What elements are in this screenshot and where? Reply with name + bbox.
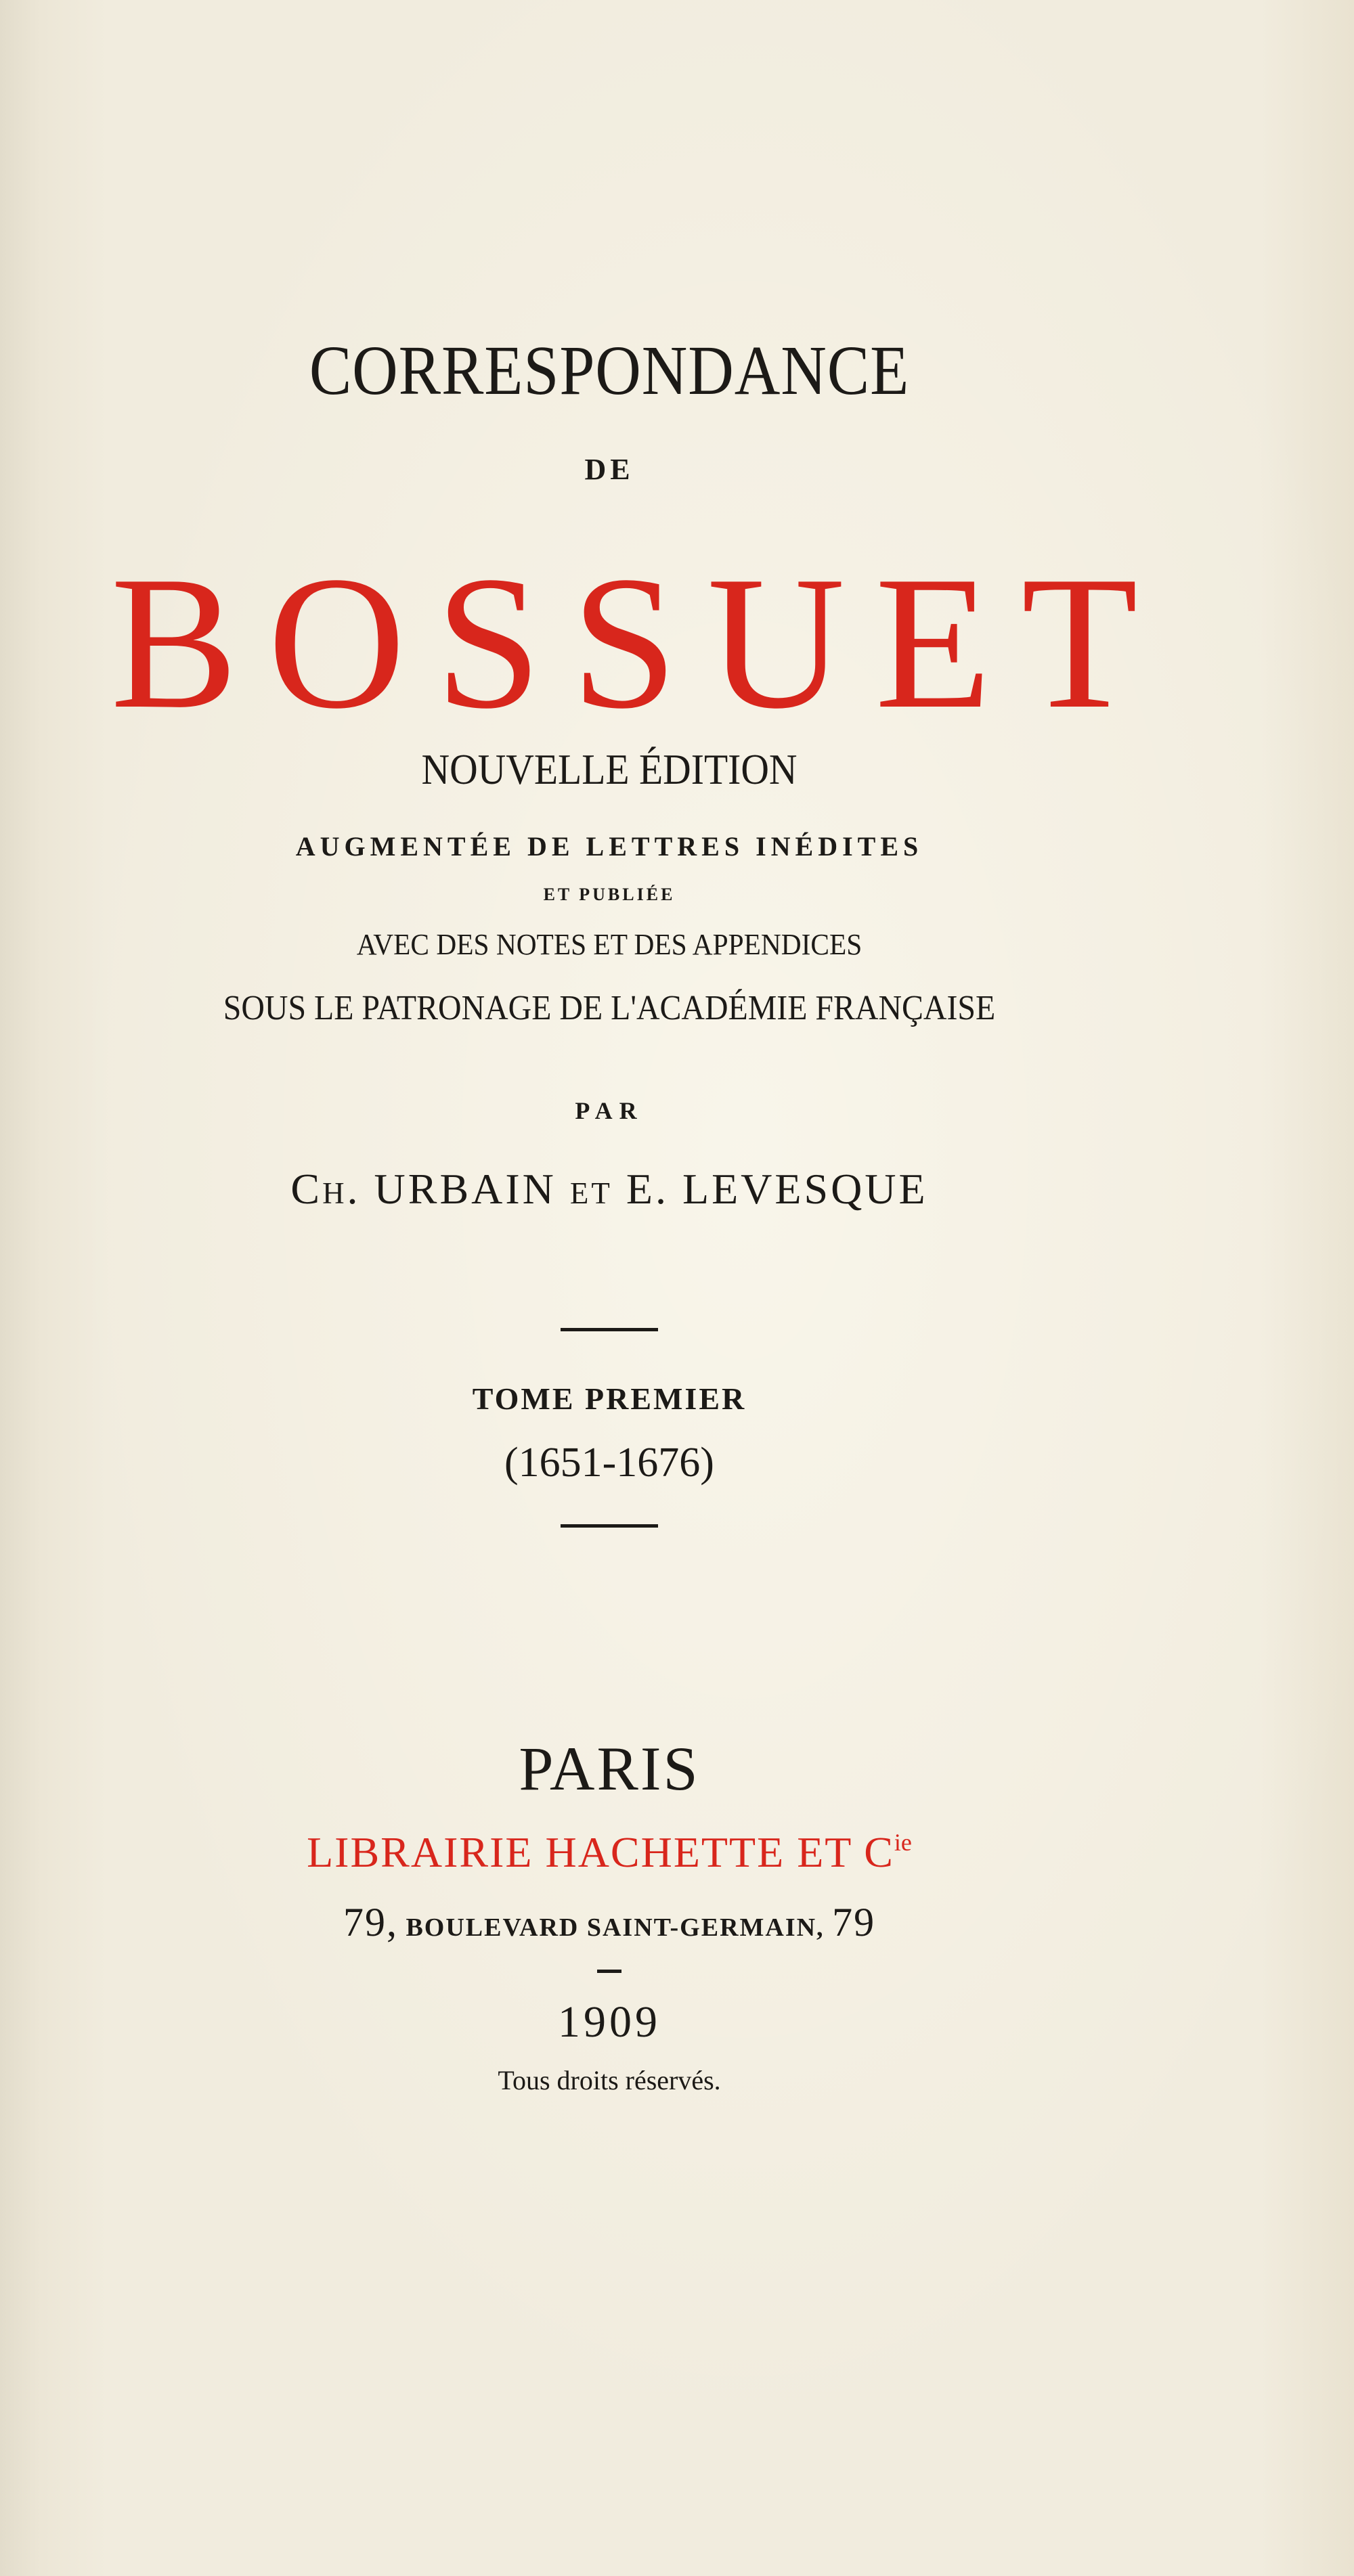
publisher-suffix: ie [894,1829,912,1856]
edition-line: NOUVELLE ÉDITION [421,745,798,793]
divider-rule [561,1524,658,1528]
par-line: PAR [575,1097,644,1124]
imprint-publisher [0,1827,1219,1878]
editors-line [0,1164,1219,1214]
notes-line: AVEC DES NOTES ET DES APPENDICES [356,928,862,961]
book-title: CORRESPONDANCE [309,332,910,409]
patronage-line: SOUS LE PATRONAGE DE L'ACADÉMIE FRANÇAISE [223,989,996,1027]
volume-label: TOME PREMIER [472,1381,747,1416]
editor-conjunction: et [569,1165,613,1213]
augmentee-line: AUGMENTÉE DE LETTRES INÉDITES [295,831,923,862]
short-dash [597,1970,621,1973]
publiee-line: ET PUBLIÉE [543,885,676,904]
divider-rule [561,1328,658,1331]
address-number-right: 79 [832,1900,876,1945]
editor-second: E. LEVESQUE [626,1165,928,1213]
editor-first: Ch. URBAIN [290,1165,556,1213]
imprint-year: 1909 [558,1997,661,2047]
address-street: BOULEVARD SAINT-GERMAIN, [406,1913,825,1942]
imprint-address [0,1899,1219,1946]
address-number-left: 79, [343,1900,398,1945]
title-connector: DE [584,453,634,486]
publisher-name: LIBRAIRIE HACHETTE ET C [307,1828,894,1876]
rights-notice: Tous droits réservés. [498,2065,721,2095]
author-name: BOSSUET [110,537,1168,748]
volume-years: (1651-1676) [504,1440,714,1486]
imprint-city: PARIS [519,1734,700,1803]
